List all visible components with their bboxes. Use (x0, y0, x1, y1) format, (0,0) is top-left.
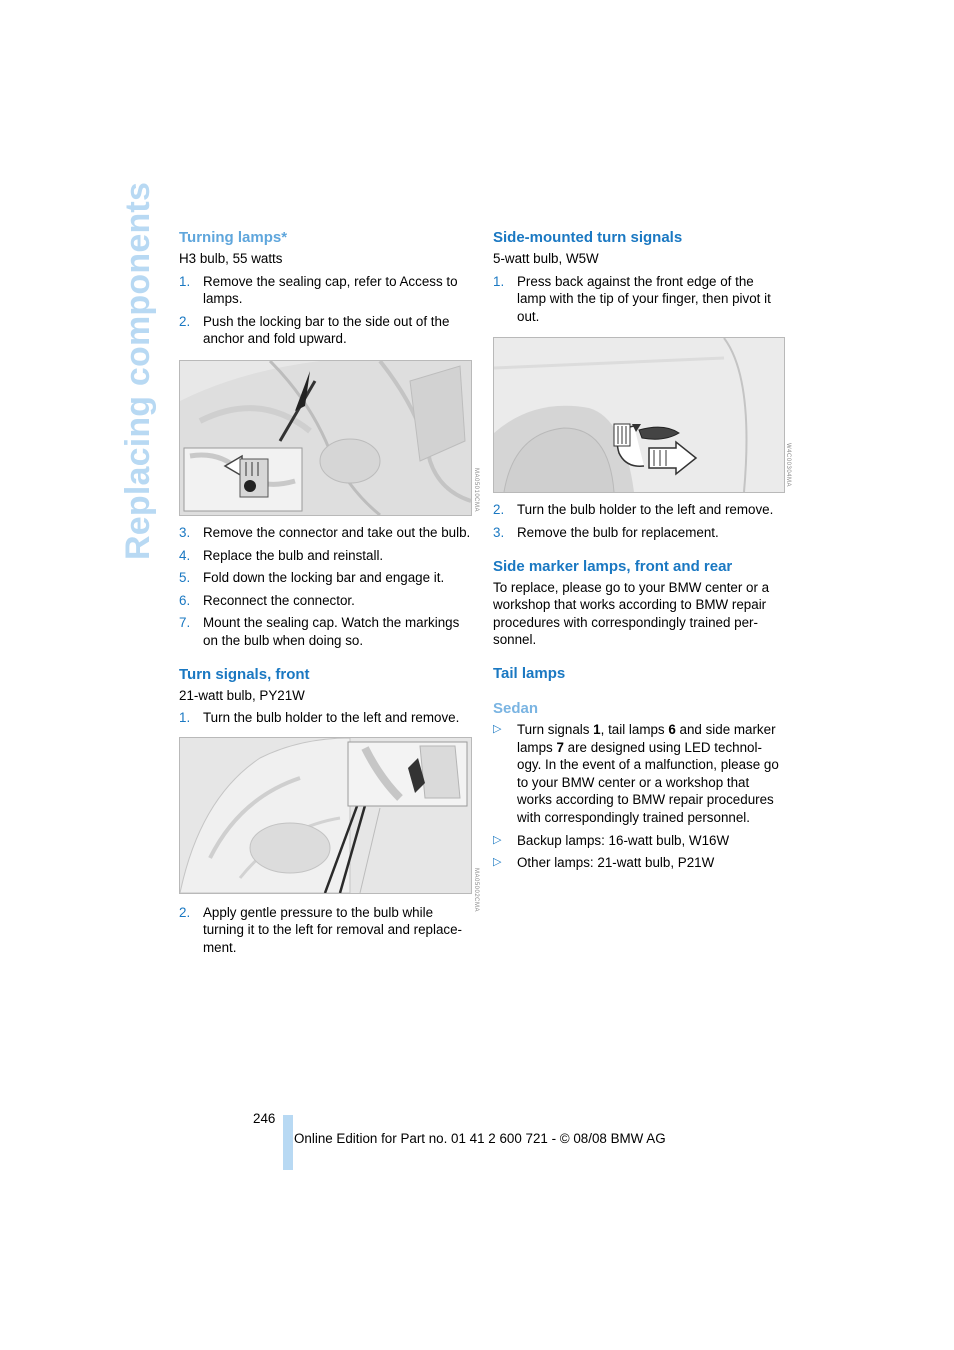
turning-lamps-illustration (179, 360, 472, 516)
side-mounted-steps-b (493, 501, 785, 541)
figure-code: MA05002CMA (473, 868, 479, 913)
list-item: 3. Remove the connector and take out the bulb. (179, 524, 471, 540)
heading-side-mounted-turn-signals: Side-mounted turn signals (493, 229, 683, 246)
heading-side-marker-lamps: Side marker lamps, front and rear (493, 557, 733, 575)
side-marker-text: To replace, please go to your BMW center or a workshop that works according to BMW repair procedures with correspondingly trained per-sonnel. (493, 579, 770, 648)
list-item: 2. Push the locking bar to the side out of the anchor and fold upward. (179, 313, 450, 347)
footer-accent-bar (283, 1115, 293, 1170)
list-item: ▷ Backup lamps: 16-watt bulb, W16W (493, 832, 730, 848)
turn-signals-front-steps-a (179, 709, 473, 727)
side-mounted-steps-a (493, 273, 785, 326)
list-item: 1. Remove the sealing cap, refer to Access to lamps. (179, 273, 458, 307)
heading-turning-lamps: Turning lamps* (179, 229, 288, 246)
list-item: ▷ Other lamps: 21-watt bulb, P21W (493, 855, 715, 871)
side-mounted-illustration (493, 337, 785, 493)
side-mounted-bulb: 5-watt bulb, W5W (493, 251, 599, 266)
list-item: 7. Mount the sealing cap. Watch the markings on the bulb when doing so. (179, 615, 460, 648)
list-item: ▷ Turn signals 1, tail lamps 6 and side marker lamps 7 are designed using LED technol-ogy. In the event of a malfunction, please go to your BMW center or a workshop that works according to BMW repair procedures with correspondingly trained personnel. (493, 721, 779, 825)
footer-edition-text: Online Edition for Part no. 01 41 2 600 721 - © 08/08 BMW AG (294, 1131, 666, 1146)
heading-tail-lamps: Tail lamps (493, 664, 566, 682)
turn-signals-front-steps-b (179, 904, 473, 957)
bullet-arrow-icon: ▷ (493, 722, 502, 735)
list-item: 1. Turn the bulb holder to the left and remove. (179, 710, 460, 726)
tail-lamps-bullets (493, 721, 785, 872)
list-item: 6. Reconnect the connector. (179, 592, 355, 608)
subheading-sedan: Sedan (493, 699, 539, 717)
list-item: 2. Apply gentle pressure to the bulb while turning it to the left for removal and replace-ment. (179, 904, 463, 955)
turn-signals-front-bulb: 21-watt bulb, PY21W (179, 687, 305, 703)
turning-lamps-bulb: H3 bulb, 55 watts (179, 251, 283, 266)
right-column (493, 228, 791, 872)
list-item: 4. Replace the bulb and reinstall. (179, 547, 384, 563)
page-number: 246 (253, 1111, 276, 1126)
list-item: 1. Press back against the front edge of the lamp with the tip of your finger, then pivot it out. (493, 273, 771, 324)
side-section-title: Replacing components (119, 181, 157, 560)
turning-lamps-steps-a (179, 273, 473, 348)
figure-code: MA05010CMA (473, 468, 479, 513)
list-item: 2. Turn the bulb holder to the left and remove. (493, 502, 774, 518)
figure-code: W4C00304MA (785, 443, 791, 488)
heading-turn-signals-front: Turn signals, front (179, 665, 310, 683)
list-item: 3. Remove the bulb for replacement. (493, 524, 719, 540)
bullet-arrow-icon: ▷ (493, 833, 502, 846)
list-item: 5. Fold down the locking bar and engage it. (179, 570, 445, 586)
turn-signals-front-illustration (179, 737, 472, 894)
turning-lamps-steps-b (179, 524, 473, 650)
left-column (179, 228, 479, 957)
bullet-arrow-icon: ▷ (493, 856, 502, 869)
